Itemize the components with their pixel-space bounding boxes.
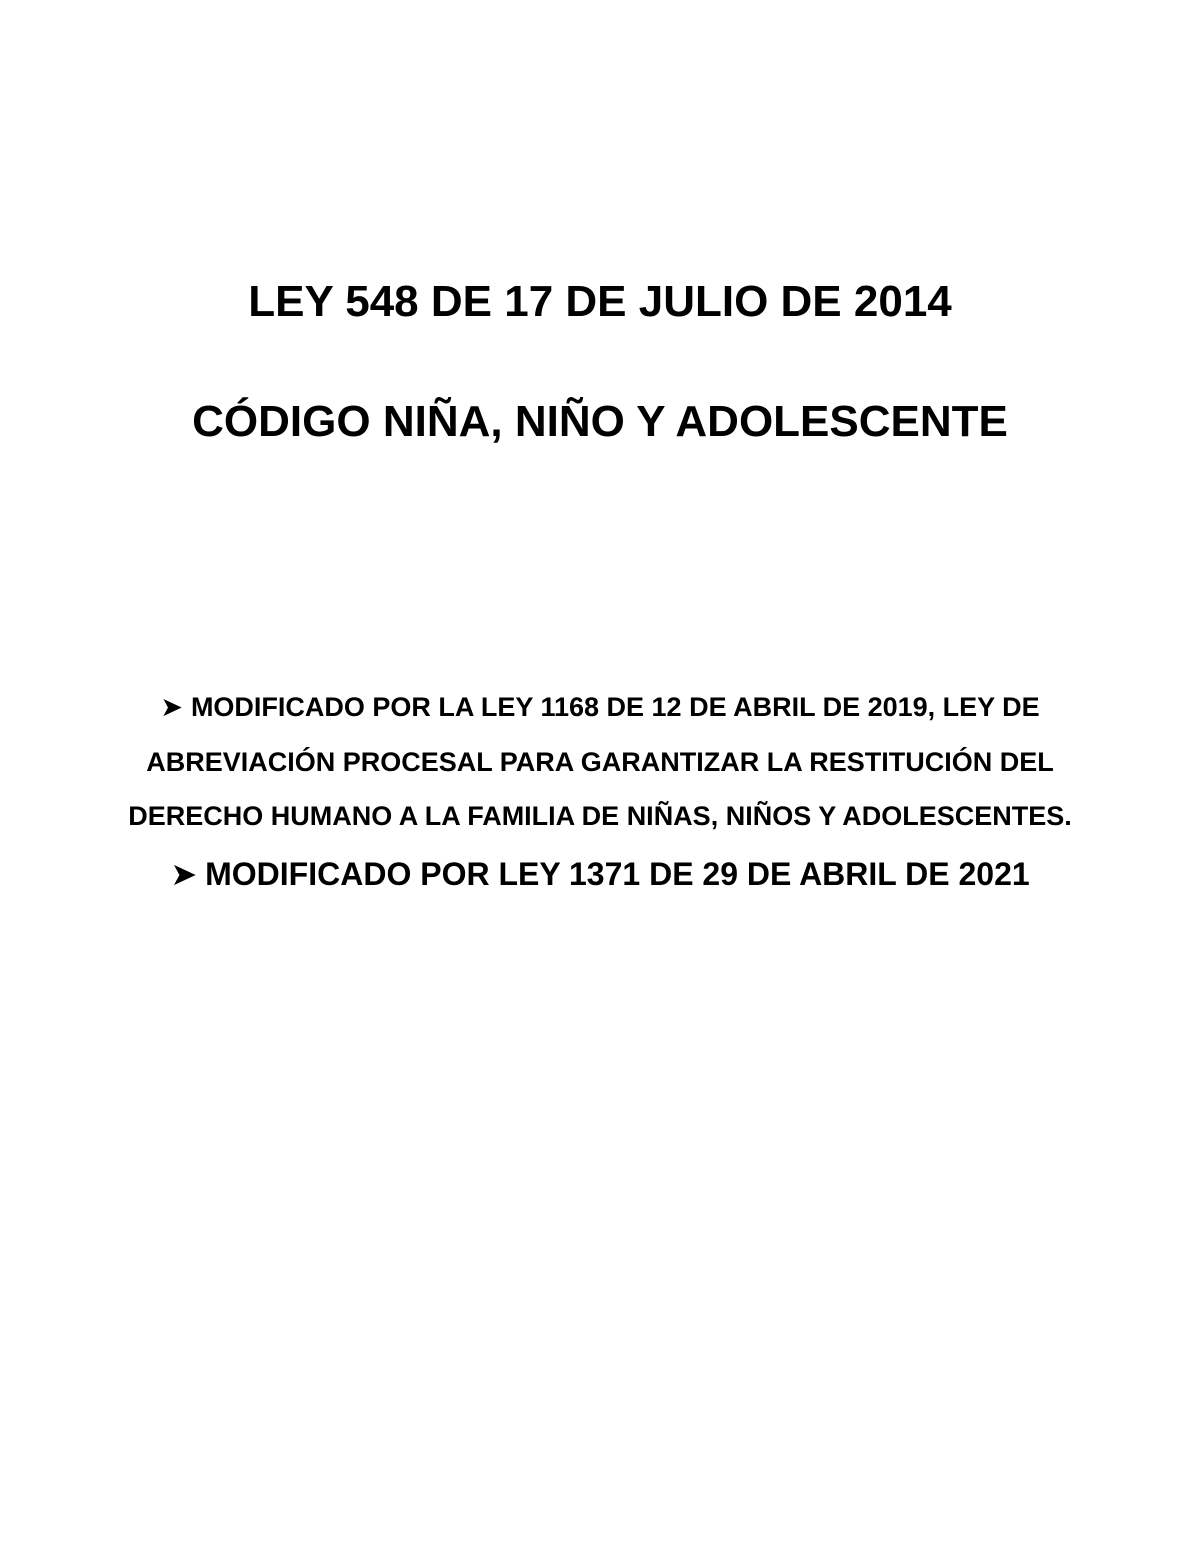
modification-item: [100, 680, 1100, 844]
code-title: CÓDIGO NIÑA, NIÑO Y ADOLESCENTE: [192, 397, 1008, 446]
law-title: LEY 548 DE 17 DE JULIO DE 2014: [248, 277, 952, 326]
modification-text: MODIFICADO POR LA LEY 1168 DE 12 DE ABRIL DE 2019, LEY DE ABREVIACIÓN PROCESAL PARA GARANTIZAR LA RESTITUCIÓN DEL DERECHO HUMANO A LA FAMILIA DE NIÑAS, NIÑOS Y ADOLESCENTES.: [128, 692, 1072, 831]
modification-text: MODIFICADO POR LEY 1371 DE 29 DE ABRIL DE 2021: [205, 855, 1030, 892]
arrowhead-bullet-icon: ➤: [160, 692, 183, 722]
arrowhead-bullet-icon: ➤: [170, 855, 198, 892]
modification-item: [0, 846, 1200, 902]
modifications-list: [0, 680, 1200, 902]
